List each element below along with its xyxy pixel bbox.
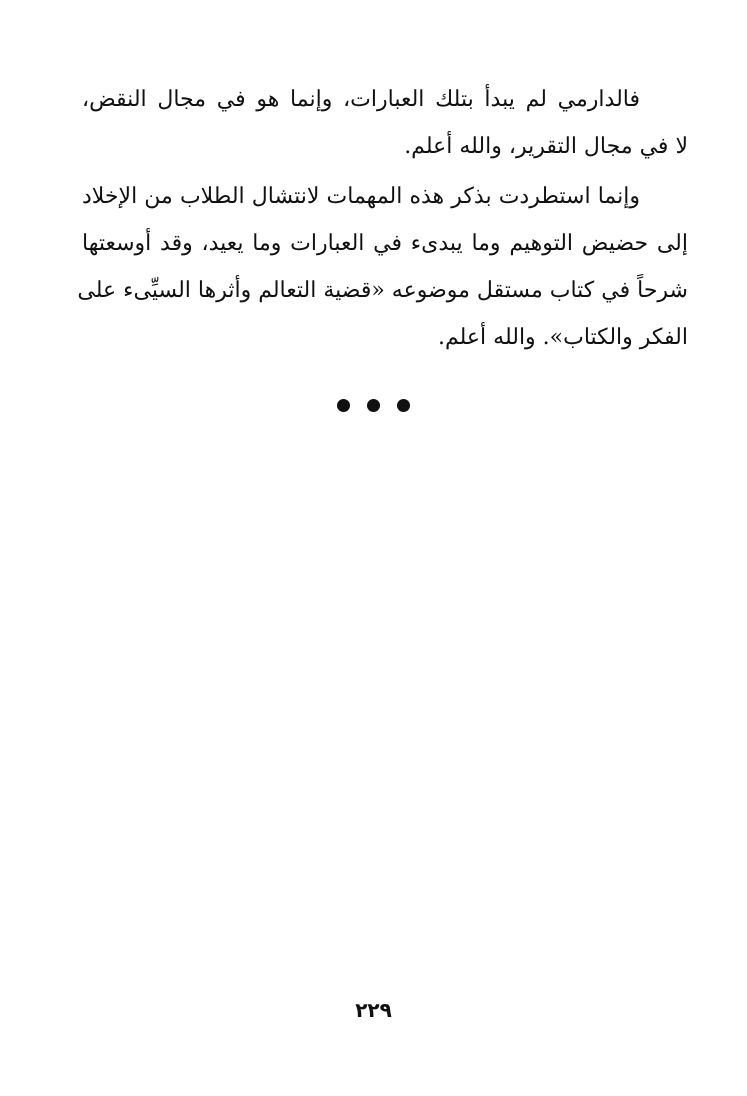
separator-dot xyxy=(367,399,380,412)
paragraph-2-line-3: شرحاً في كتاب مستقل موضوعه «قضية التعالم وأثرها السيِّىء على xyxy=(77,278,688,303)
paragraph-2 xyxy=(77,173,688,361)
paragraph-2-line-4: الفكر والكتاب». والله أعلم. xyxy=(438,325,688,350)
separator-dot xyxy=(397,399,410,412)
page-number: ٢٢٩ xyxy=(355,998,392,1022)
paragraph-2-line-2: إلى حضيض التوهيم وما يبدىء في العبارات وما يعيد، وقد أوسعتها xyxy=(82,231,688,256)
paragraph-2-line-1: وإنما استطردت بذكر هذه المهمات لانتشال الطلاب من الإخلاد xyxy=(82,184,640,209)
separator-dot xyxy=(337,399,350,412)
paragraph-1-line-1: فالدارمي لم يبدأ بتلك العبارات، وإنما هو في مجال النقض، xyxy=(82,87,640,112)
paragraph-1-line-2: لا في مجال التقرير، والله أعلم. xyxy=(404,134,688,159)
paragraph-1 xyxy=(82,76,688,170)
section-separator xyxy=(0,397,747,411)
